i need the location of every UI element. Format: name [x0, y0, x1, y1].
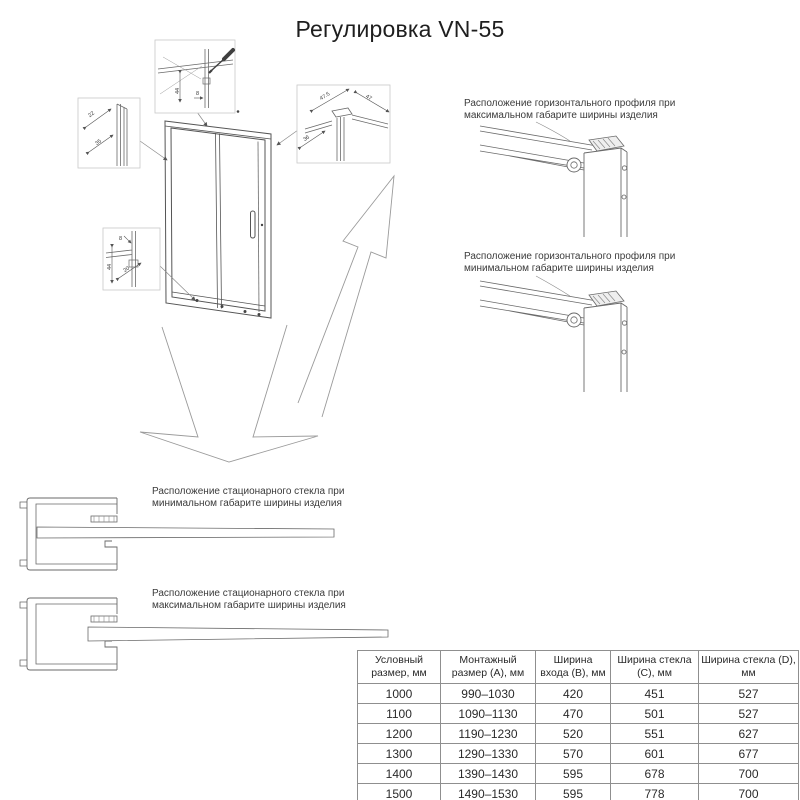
- table-cell: 1290–1330: [441, 744, 536, 764]
- dim-label: 47.5: [318, 91, 332, 102]
- table-cell: 1490–1530: [441, 784, 536, 800]
- table-cell: 1400: [358, 764, 441, 784]
- dim-label: 47: [364, 93, 373, 103]
- col-entry-width: Ширина входа (B), мм: [536, 651, 611, 684]
- arrow-to-bottom-details: [140, 325, 318, 462]
- table-cell: 470: [536, 704, 611, 724]
- table-row: [358, 704, 799, 724]
- table-cell: 1100: [358, 704, 441, 724]
- table-cell: 778: [611, 784, 699, 800]
- corner-detail-max-width: [480, 122, 627, 237]
- callout-top-right: [297, 85, 390, 163]
- callout-top-center: [155, 40, 235, 113]
- dim-label: 35: [94, 138, 103, 147]
- table-cell: 1300: [358, 744, 441, 764]
- dim-label: 44: [175, 87, 181, 94]
- col-nominal-size: Условный размер, мм: [358, 651, 441, 684]
- table-cell: 627: [699, 724, 799, 744]
- table-row: [358, 784, 799, 800]
- stationary-glass-min: [37, 527, 334, 538]
- dim-label: 36: [302, 134, 311, 143]
- table-cell: 570: [536, 744, 611, 764]
- table-cell: 677: [699, 744, 799, 764]
- table-cell: 700: [699, 764, 799, 784]
- note-horizontal-profile-min: Расположение горизонтального профиля при минимальном габарите ширины изделия: [464, 251, 676, 274]
- table-row: [358, 724, 799, 744]
- table-row: [358, 744, 799, 764]
- table-cell: 1390–1430: [441, 764, 536, 784]
- corner-detail-min-width: [480, 276, 627, 392]
- table-row: [358, 764, 799, 784]
- callout-mid-left: [103, 228, 160, 290]
- table-cell: 1000: [358, 684, 441, 704]
- table-cell: 551: [611, 724, 699, 744]
- door-assembly-drawing: [165, 110, 271, 318]
- table-cell: 1190–1230: [441, 724, 536, 744]
- table-cell: 420: [536, 684, 611, 704]
- note-stationary-glass-min: Расположение стационарного стекла при минимальном габарите ширины изделия: [152, 486, 345, 509]
- col-glass-c-width: Ширина стекла (C), мм: [611, 651, 699, 684]
- table-cell: 601: [611, 744, 699, 764]
- dim-label: 44: [107, 263, 113, 270]
- table-cell: 1500: [358, 784, 441, 800]
- table-cell: 1200: [358, 724, 441, 744]
- table-cell: 501: [611, 704, 699, 724]
- table-cell: 527: [699, 704, 799, 724]
- page-title: Регулировка VN-55: [295, 16, 505, 42]
- col-glass-d-width: Ширина стекла (D), мм: [699, 651, 799, 684]
- table-cell: 595: [536, 784, 611, 800]
- dim-label: 8: [196, 91, 200, 97]
- table-cell: 527: [699, 684, 799, 704]
- size-table: [357, 650, 799, 800]
- stationary-glass-max: [88, 627, 388, 641]
- col-mounting-size: Монтажный размер (A), мм: [441, 651, 536, 684]
- table-cell: 678: [611, 764, 699, 784]
- note-stationary-glass-max: Расположение стационарного стекла при максимальном габарите ширины изделия: [152, 588, 346, 611]
- arrow-to-right-details: [298, 176, 394, 417]
- note-horizontal-profile-max: Расположение горизонтального профиля при максимальном габарите ширины изделия: [464, 98, 676, 121]
- table-cell: 990–1030: [441, 684, 536, 704]
- dim-label: 8: [119, 236, 123, 242]
- table-cell: 520: [536, 724, 611, 744]
- dim-label: 20: [122, 265, 131, 274]
- door-handle: [251, 211, 256, 238]
- table-cell: 1090–1130: [441, 704, 536, 724]
- dim-label: 22: [87, 110, 96, 119]
- table-cell: 595: [536, 764, 611, 784]
- table-row: [358, 684, 799, 704]
- table-cell: 451: [611, 684, 699, 704]
- table-header-row: [358, 651, 799, 684]
- callout-top-left: [78, 98, 140, 168]
- table-cell: 700: [699, 784, 799, 800]
